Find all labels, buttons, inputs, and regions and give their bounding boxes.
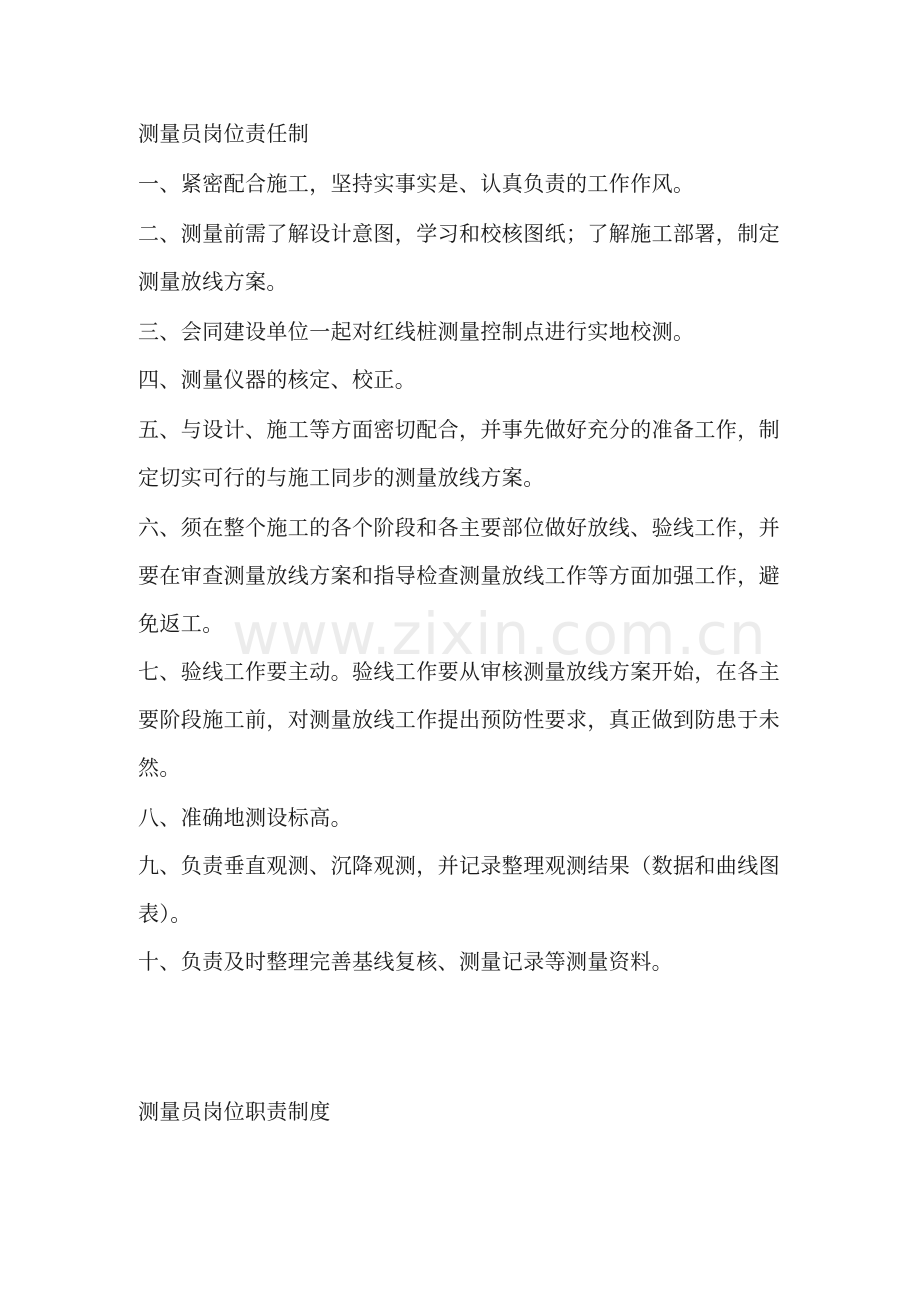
- item-1-line-1: 一、紧密配合施工，坚持实事实是、认真负责的工作作风。: [138, 172, 695, 196]
- item-6-line-3: 免返工。: [138, 612, 224, 636]
- item-9-line-2: 表）。: [138, 902, 192, 926]
- document-title: 测量员岗位责任制: [138, 122, 310, 146]
- item-7-line-1: 七、验线工作要主动。验线工作要从审核测量放线方案开始，在各主: [138, 660, 780, 684]
- document-title-2: 测量员岗位职责制度: [138, 1100, 331, 1124]
- item-5-line-1: 五、与设计、施工等方面密切配合，并事先做好充分的准备工作，制: [138, 418, 780, 442]
- item-2-line-2: 测量放线方案。: [138, 270, 288, 294]
- watermark-text: www.zixin.com.cn: [232, 600, 767, 668]
- item-7-line-2: 要阶段施工前，对测量放线工作提出预防性要求，真正做到防患于未: [138, 708, 780, 732]
- item-4-line-1: 四、测量仪器的核定、校正。: [138, 368, 417, 392]
- item-3-line-1: 三、会同建设单位一起对红线桩测量控制点进行实地校测。: [138, 320, 695, 344]
- item-8-line-1: 八、准确地测设标高。: [138, 806, 352, 830]
- item-5-line-2: 定切实可行的与施工同步的测量放线方案。: [138, 466, 545, 490]
- item-7-line-3: 然。: [138, 756, 181, 780]
- item-9-line-1: 九、负责垂直观测、沉降观测，并记录整理观测结果（数据和曲线图: [138, 854, 780, 878]
- item-10-line-1: 十、负责及时整理完善基线复核、测量记录等测量资料。: [138, 950, 673, 974]
- item-6-line-2: 要在审查测量放线方案和指导检查测量放线工作等方面加强工作，避: [138, 564, 780, 588]
- item-6-line-1: 六、须在整个施工的各个阶段和各主要部位做好放线、验线工作，并: [138, 516, 780, 540]
- item-2-line-1: 二、测量前需了解设计意图，学习和校核图纸；了解施工部署，制定: [138, 222, 780, 246]
